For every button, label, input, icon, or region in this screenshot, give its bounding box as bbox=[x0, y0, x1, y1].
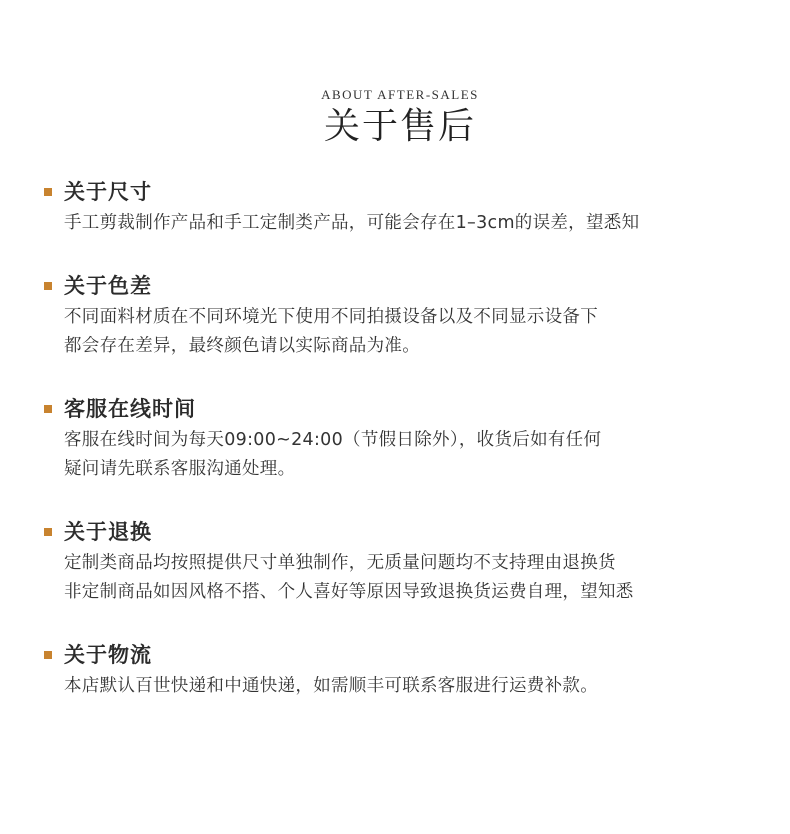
section-returns bbox=[44, 517, 764, 607]
section-text-line: 客服在线时间为每天09:00~24:00（节假日除外），收货后如有任何 bbox=[64, 430, 602, 450]
section-body bbox=[64, 549, 764, 607]
section-text-line: 手工剪裁制作产品和手工定制类产品，可能会存在1–3cm的误差，望悉知 bbox=[64, 213, 640, 233]
square-bullet-icon bbox=[44, 405, 52, 413]
section-heading bbox=[44, 517, 764, 545]
section-body bbox=[64, 672, 764, 701]
section-text-line: 不同面料材质在不同环境光下使用不同拍摄设备以及不同显示设备下 bbox=[64, 307, 598, 327]
section-heading bbox=[44, 640, 764, 668]
section-logistics bbox=[44, 640, 764, 701]
square-bullet-icon bbox=[44, 651, 52, 659]
section-text-line: 都会存在差异，最终颜色请以实际商品为准。 bbox=[64, 336, 420, 356]
section-text-line: 非定制商品如因风格不搭、个人喜好等原因导致退换货运费自理，望知悉 bbox=[64, 582, 634, 602]
section-heading bbox=[44, 177, 764, 205]
section-title: 客服在线时间 bbox=[64, 397, 196, 421]
section-body bbox=[64, 303, 764, 361]
section-title: 关于尺寸 bbox=[64, 180, 152, 204]
section-title: 关于色差 bbox=[64, 274, 152, 298]
header-subtitle: ABOUT AFTER-SALES bbox=[321, 87, 479, 102]
page-header bbox=[0, 86, 790, 148]
section-size bbox=[44, 177, 764, 238]
square-bullet-icon bbox=[44, 528, 52, 536]
section-body bbox=[64, 426, 764, 484]
square-bullet-icon bbox=[44, 188, 52, 196]
section-service-hours bbox=[44, 394, 764, 484]
section-title: 关于物流 bbox=[64, 643, 152, 667]
section-text-line: 定制类商品均按照提供尺寸单独制作，无质量问题均不支持理由退换货 bbox=[64, 553, 616, 573]
section-body bbox=[64, 209, 764, 238]
section-text-line: 本店默认百世快递和中通快递，如需顺丰可联系客服进行运费补款。 bbox=[64, 676, 598, 696]
section-title: 关于退换 bbox=[64, 520, 152, 544]
section-color-difference bbox=[44, 271, 764, 361]
section-text-line: 疑问请先联系客服沟通处理。 bbox=[64, 459, 296, 479]
square-bullet-icon bbox=[44, 282, 52, 290]
section-heading bbox=[44, 271, 764, 299]
section-heading bbox=[44, 394, 764, 422]
page-title: 关于售后 bbox=[323, 106, 476, 147]
